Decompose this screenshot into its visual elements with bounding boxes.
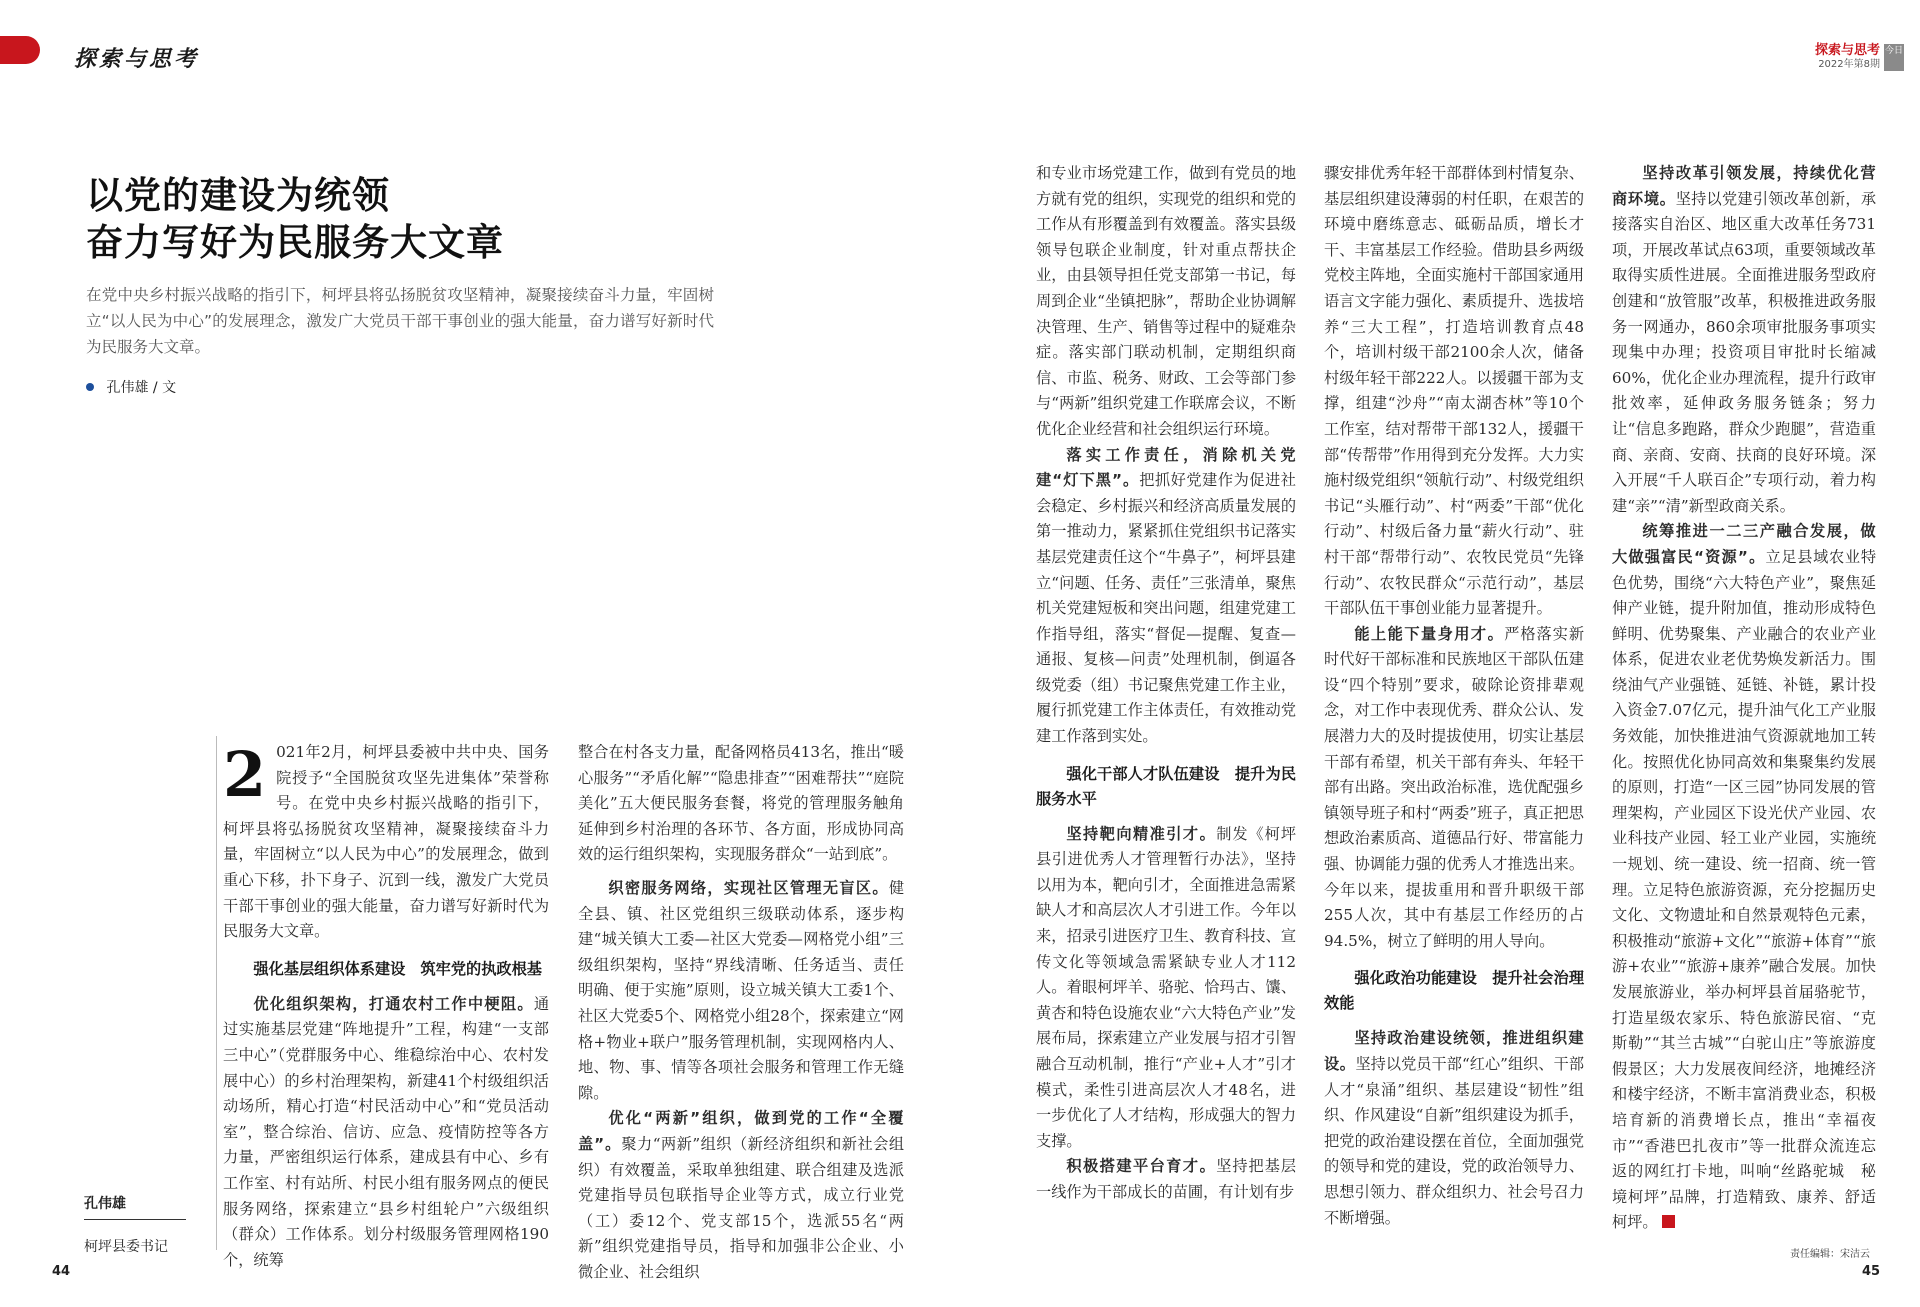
col3-paragraph-1: 和专业市场党建工作，做到有党员的地方就有党的组织，实现党的组织和党的工作从有形覆盖到有效覆盖。落实县级领导包联企业制度，针对重点帮扶企业，由县领导担任党支部第一书记，每周到企业“坐镇把脉”，帮助企业协调解决管理、生产、销售等过程中的疑难杂症。落实部门联动机制，定期组织商信、市监、税务、财政、工会等部门参与“两新”组织党建工作联席会议，不断优化企业经营和社会组织运行环境。 (1036, 164, 1296, 438)
column-3 (1036, 161, 1296, 1206)
header-right (1790, 44, 1880, 71)
col3-p3-lead: 坚持靶向精准引才。 (1066, 824, 1217, 843)
col5-p1-lead: 坚持改革引领发展，持续优化营商环境。 (1612, 164, 1876, 208)
author-title: 柯坪县委书记 (84, 1239, 168, 1255)
issue-label: 2022年第8期 (1818, 59, 1880, 70)
section-tab-red-icon (0, 36, 40, 64)
author-name: 孔伟雄 (84, 1193, 186, 1220)
col2-p2-lead: 织密服务网络，实现社区管理无盲区。 (608, 878, 889, 897)
col3-p2-text: 把抓好党建作为促进社会稳定、乡村振兴和经济高质量发展的第一推动力，紧紧抓住党组织书记落实基层党建责任这个“牛鼻子”，柯坪县建立“问题、任务、责任”三张清单，聚焦机关党建短板和突出问题，组建党建工作指导组，落实“督促—提醒、复查—通报、复核—问责”处理机制，倒逼各级党委（组）书记聚焦党建工作主业，履行抓党建工作主体责任，有效推动党建工作落到实处。 (1036, 471, 1296, 746)
col3-p3-text: 制发《柯坪县引进优秀人才管理暂行办法》，坚持以用为本，靶向引才，全面推进急需紧缺人才和高层次人才引进工作。今年以来，招录引进医疗卫生、教育科技、宣传文化等领域急需紧缺专业人才112人。着眼柯坪羊、骆驼、恰玛古、馕、黄杏和特色设施农业“六大特色产业”发展布局，探索建立产业发展与招才引智融合互动机制，推行“产业+人才”引才模式，柔性引进高层次人才48名，进一步优化了人才结构，形成强大的智力支撑。 (1036, 824, 1297, 1150)
col3-paragraph-4 (1036, 1154, 1296, 1205)
author-box (84, 1193, 186, 1256)
column-1 (223, 740, 549, 1273)
page-number-left: 44 (52, 1264, 71, 1279)
col3-p4-lead: 积极搭建平台育才。 (1066, 1157, 1217, 1176)
byline (86, 377, 176, 397)
col1-paragraph-1 (223, 992, 549, 1274)
article-summary: 在党中央乡村振兴战略的指引下，柯坪县将弘扬脱贫攻坚精神，凝聚接续奋斗力量，牢固树立“以人民为中心”的发展理念，激发广大党员干部干事创业的强大能量，奋力谱写好新时代为民服务大文章。 (86, 286, 714, 356)
col3-paragraph-2 (1036, 443, 1296, 750)
col2-p2-text: 健全县、镇、社区党组织三级联动体系，逐步构建“城关镇大工委—社区大党委—网格党小组”三级组织架构，坚持“界线清晰、任务适当、责任明确、便于实施”原则，设立城关镇大工委1个、社区大党委5个、网格党小组28个，探索建立“网格+物业+联户”服务管理机制，实现网格内人、地、物、事、情等各项社会服务和管理工作无缝隙。 (578, 878, 904, 1102)
col5-paragraph-2 (1612, 519, 1876, 1236)
col3-p4-text: 坚持把基层一线作为干部成长的苗圃，有计划有步 (1036, 1157, 1297, 1201)
page-number-right: 45 (1862, 1264, 1881, 1279)
col5-paragraph-1 (1612, 161, 1876, 519)
col5-p1-text: 坚持以党建引领改革创新，承接落实自治区、地区重大改革任务731项，开展改革试点63项，重要领域改革取得实质性进展。全面推进服务型政府创建和“放管服”改革，积极推进政务服务一网通办，860余项审批服务事项实现集中办理；投资项目审批时长缩减60%，优化企业办理流程，提升行政审批效率，延伸政务服务链条；努力让“信息多跑路，群众少跑腿”，营造重商、亲商、安商、扶商的良好环境。深入开展“千人联百企”专项行动，着力构建“亲”“清”新型政商关系。 (1612, 189, 1876, 515)
dot-icon (86, 383, 94, 391)
col2-p3-lead: 优化“两新”组织，做到党的工作“全覆盖”。 (578, 1109, 904, 1153)
badge-label: 今日 (1884, 46, 1903, 56)
col5-p2-lead: 统筹推进一二三产融合发展，做大做强富民“资源”。 (1612, 522, 1876, 566)
col4-p2-text: 严格落实新时代好干部标准和民族地区干部队伍建设“四个特别”要求，破除论资排辈观念，对工作中表现优秀、群众公认、发展潜力大的及时提拔使用，切实让基层干部有希望，机关干部有奔头、年轻干部有出路。突出政治标准，选优配强乡镇领导班子和村“两委”班子，真正把思想政治素质高、道德品行好、带富能力强、协调能力强的优秀人才推选出来。今年以来，提拔重用和晋升职级干部255人次，其中有基层工作经历的占94.5%，树立了鲜明的用人导向。 (1324, 624, 1585, 950)
column-4 (1324, 161, 1584, 1231)
col1-p1-text: 通过实施基层党建“阵地提升”工程，构建“一支部三中心”（党群服务中心、维稳综治中心、农村发展中心）的乡村治理架构，新建41个村级组织活动场所，精心打造“村民活动中心”和“党员活动室”，整合综治、信访、应急、疫情防控等各方力量，严密组织运行体系，建成县有中心、乡有工作室、村有站所、村民小组有服务网点的便民服务网络，探索建立“县乡村组轮户”六级组织（群众）工作体系。划分村级服务管理网格190个，统筹 (223, 994, 549, 1269)
column-2 (578, 740, 904, 1285)
col4-p2-lead: 能上能下量身用才。 (1354, 624, 1505, 643)
end-mark-icon (1662, 1215, 1675, 1228)
col4-paragraph-1: 骤安排优秀年轻干部群体到村情复杂、基层组织建设薄弱的村任职，在艰苦的环境中磨练意志、砥砺品质，增长才干、丰富基层工作经验。借助县乡两级党校主阵地，全面实施村干部国家通用语言文字能力强化、素质提升、选拔培养“三大工程”，打造培训教育点48个，培训村级干部2100余人次，储备村级年轻干部222人。以援疆干部为支撑，组建“沙舟”“南太湖杏林”等10个工作室，结对帮带干部132人，援疆干部“传帮带”作用得到充分发挥。大力实施村级党组织“领航行动”、村级党组织书记“头雁行动”、村“两委”干部“优化行动”、村级后备力量“薪火行动”、驻村干部“帮带行动”、农牧民党员“先锋行动”、农牧民群众“示范行动”，基层干部队伍干事创业能力显著提升。 (1324, 164, 1584, 618)
col2-paragraph-2 (578, 876, 904, 1106)
brand-label: 探索与思考 (1814, 43, 1880, 58)
col4-paragraph-2 (1324, 622, 1584, 955)
col4-p3-lead: 坚持政治建设统领，推进组织建设。 (1324, 1029, 1584, 1073)
heading-1: 强化基层组织体系建设 筑牢党的执政根基 (253, 959, 542, 978)
heading-2: 强化干部人才队伍建设 提升为民服务水平 (1036, 764, 1296, 808)
col5-p2-text: 立足县域农业特色优势，围绕“六大特色产业”，聚焦延伸产业链，提升附加值，推动形成特色鲜明、优势聚集、产业融合的农业产业体系，促进农业老优势焕发新活力。围绕油气产业强链、延链、补链，累计投入资金7.07亿元，提升油气化工产业服务效能，加快推进油气资源就地加工转化。按照优化协同高效和集聚集约发展的原则，打造“一区三园”协同发展的管理架构，产业园区下设光伏产业园、农业科技产业园、轻工业产业园，实施统一规划、统一建设、统一招商、统一管理。立足特色旅游资源，充分挖掘历史文化、文物遗址和自然景观特色元素，积极推动“旅游+文化”“旅游+体育”“旅游+农业”“旅游+康养”融合发展。加快发展旅游业，举办柯坪县首届骆驼节，打造星级农家乐、特色旅游民宿、“克斯勒”“其兰古城”“白驼山庄”等旅游度假景区；大力发展夜间经济，地摊经济和楼宇经济，不断丰富消费业态，积极培育新的消费增长点，推出“幸福夜市”“香港巴扎夜市”等一批群众流连忘返的网红打卡地，叫响“丝路驼城 秘境柯坪”品牌，打造精致、康养、舒适柯坪。 (1612, 547, 1877, 1232)
badge (1884, 44, 1904, 71)
title-line-2: 奋力写好为民服务大文章 (86, 221, 504, 264)
col4-p3-text: 坚持以党员干部“红心”组织、干部人才“泉涌”组织、基层建设“韧性”组织、作风建设“自新”组织建设为抓手，把党的政治建设摆在首位，全面加强党的领导和党的建设，党的政治领导力、思想引领力、群众组织力、社会号召力不断增强。 (1324, 1055, 1585, 1227)
section-label: 探索与思考 (74, 46, 200, 72)
column-rule (216, 736, 217, 1250)
col3-paragraph-3 (1036, 822, 1296, 1155)
heading-3: 强化政治功能建设 提升社会治理效能 (1324, 969, 1584, 1013)
article-title (86, 172, 504, 266)
title-line-1: 以党的建设为统领 (86, 174, 390, 217)
col2-paragraph-1: 整合在村各支力量，配备网格员413名，推出“暖心服务”“矛盾化解”“隐患排查”“困难帮扶”“庭院美化”五大便民服务套餐，将党的管理服务触角延伸到乡村治理的各环节、各方面，形成协同高效的运行组织架构，实现服务群众“一站到底”。 (578, 743, 904, 864)
editor-credit: 责任编辑：宋洁云 (1790, 1249, 1870, 1260)
column-5 (1612, 161, 1876, 1236)
col1-intro: 021年2月，柯坪县委被中共中央、国务院授予“全国脱贫攻坚先进集体”荣誉称号。在党中央乡村振兴战略的指引下，柯坪县将弘扬脱贫攻坚精神，凝聚接续奋斗力量，牢固树立“以人民为中心”的发展理念，做到重心下移，扑下身子、沉到一线，激发广大党员干部干事创业的强大能量，奋力谱写好新时代为民服务大文章。 (223, 743, 549, 941)
col1-p1-lead: 优化组织架构，打通农村工作中梗阻。 (253, 994, 534, 1013)
dropcap: 2 (223, 738, 267, 811)
col4-paragraph-3 (1324, 1026, 1584, 1231)
col3-p2-lead: 落实工作责任，消除机关党建“灯下黑”。 (1036, 445, 1296, 490)
col2-p3-text: 聚力“两新”组织（新经济组织和新社会组织）有效覆盖，采取单独组建、联合组建及选派党建指导员包联指导企业等方式，成立行业党（工）委12个、党支部15个，选派55名“两新”组织党建指导员，指导和加强非公企业、小微企业、社会组织 (578, 1134, 905, 1281)
col2-paragraph-3 (578, 1106, 904, 1285)
byline-text: 孔伟雄 / 文 (106, 380, 177, 396)
